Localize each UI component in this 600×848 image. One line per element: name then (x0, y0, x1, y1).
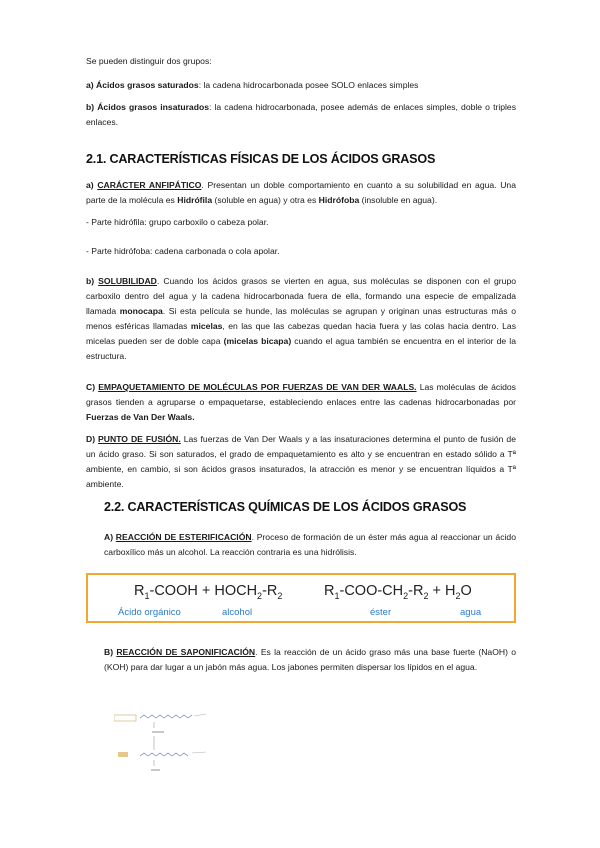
group-saturados: a) Ácidos grasos saturados: la cadena hidrocarbonada posee SOLO enlaces simples (86, 80, 419, 90)
diagram-group-bottom (192, 752, 206, 753)
paragraph-esterificacion: A) REACCIÓN DE ESTERIFICACIÓN. Proceso de formación de un éster más agua al reaccionar un ácido carboxílico más un alcohol. La reacción contraria es una hidrólisis. (104, 532, 516, 557)
label-alcohol: alcohol (222, 607, 253, 618)
equation-reactants: $R_1$-COOH + $HOCH_2-R_2$ (134, 583, 283, 601)
diagram-label-box-bottom (118, 752, 128, 757)
paragraph-saponificacion: B) REACCIÓN DE SAPONIFICACIÓN. Es la reacción de un ácido graso más una base fuerte (NaOH) o (KOH) para dar lugar a un jabón más agua. Los jabones permiten dispersar los lípidos en el agua. (104, 647, 516, 672)
parte-hidrofila: - Parte hidrófila: grupo carboxilo o cabeza polar. (86, 217, 269, 227)
diagram-label-box-top (114, 715, 136, 721)
group-insaturados: b) Ácidos grasos insaturados: la cadena hidrocarbonada, posee además de enlaces simples, doble o triples enlaces. (86, 102, 516, 127)
diagram-group-top (194, 714, 206, 716)
section-heading-quimicas: 2.2. CARACTERÍSTICAS QUÍMICAS DE LOS ÁCIDOS GRASOS (104, 500, 467, 514)
label-ester: éster (370, 607, 392, 618)
paragraph-anfipatico: a) CARÁCTER ANFIPÁTICO. Presentan un doble comportamiento en cuanto a su solubilidad en agua. Una parte de la molécula es Hidrófila (soluble en agua) y otra es Hidrófoba (insoluble en agua). (86, 180, 516, 205)
intro-text: Se pueden distinguir dos grupos: (86, 56, 212, 66)
diagram-chain-top (140, 715, 192, 718)
saponification-diagram (114, 708, 224, 778)
equation-products: $R_1-COO-CH_2-R_2 + H_2O$ (324, 583, 472, 601)
esterification-equation-box (86, 573, 516, 623)
label-agua: agua (460, 607, 482, 618)
section-heading-fisicas: 2.1. CARACTERÍSTICAS FÍSICAS DE LOS ÁCIDOS GRASOS (86, 152, 436, 166)
label-acido-organico: Ácido orgánico (118, 607, 181, 618)
paragraph-solubilidad: b) SOLUBILIDAD. Cuando los ácidos grasos se vierten en agua, sus moléculas se disponen con el grupo carboxilo dentro del agua y la cadena hidrocarbonada fuera de ella, formando una especie de empalizada llamada monocapa. Si esta película se hunde, las moléculas se agrupan y originan unas estructuras más o menos esféricas llamadas micelas, en las que las cabezas quedan hacia fuera y las colas hacia dentro. Las micelas pueden ser de doble capa (micelas bicapa) cuando el agua también se encuentra en el interior de la estructura. (86, 276, 517, 361)
paragraph-empaquetamiento: C) EMPAQUETAMIENTO DE MOLÉCULAS POR FUERZAS DE VAN DER WAALS. Las moléculas de ácidos grasos tienden a agruparse o empaquetarse, estableciendo enlaces entre las cadenas hidrocarbonadas por Fuerzas de Van Der Waals. (86, 382, 516, 422)
paragraph-punto-fusion: D) PUNTO DE FUSIÓN. Las fuerzas de Van Der Waals y a las insaturaciones determina el punto de fusión de un ácido graso. Si son saturados, el grado de empaquetamiento es alto y se encuentran en estado sólido a Tª ambiente, en cambio, si son ácidos grasos insaturados, la atracción es menor y se encuentran líquidos a Tª ambiente. (86, 434, 516, 489)
diagram-chain-bottom (140, 753, 188, 756)
parte-hidrofoba: - Parte hidrófoba: cadena carbonada o cola apolar. (86, 246, 280, 256)
